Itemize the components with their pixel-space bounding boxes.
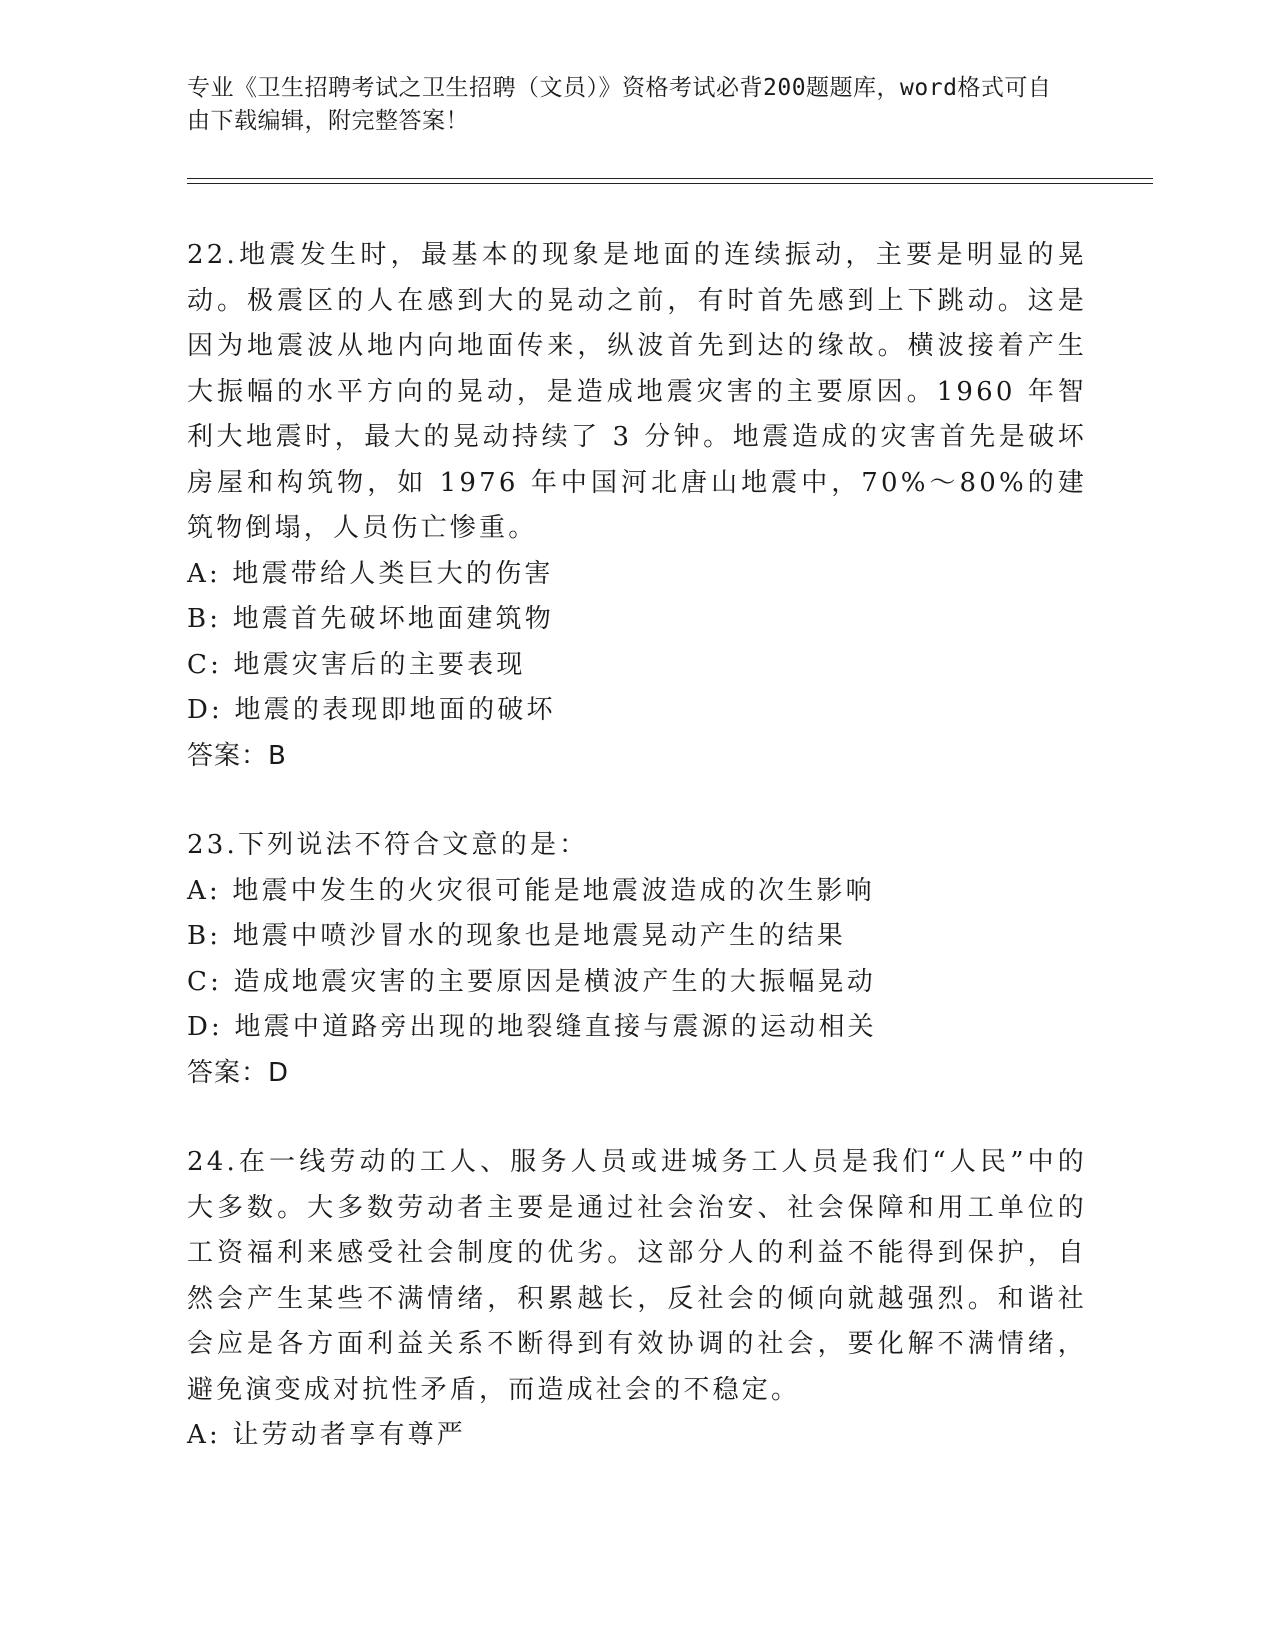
option-b: B: 地震中喷沙冒水的现象也是地震晃动产生的结果	[187, 921, 846, 951]
question-stem: 22.地震发生时，最基本的现象是地面的连续振动，主要是明显的晃动。极震区的人在感到大的晃动之前，有时首先感到上下跳动。这是因为地震波从地内向地面传来，纵波首先到达的缘故。横波接着产生大振幅的水平方向的晃动，是造成地震灾害的主要原因。1960 年智利大地震时，最大的晃动持续了 3 分钟。地震造成的灾害首先是破坏房屋和构筑物，如 1976 年中国河北唐山地震中，70%～80%的建筑物倒塌，人员伤亡惨重。	[187, 240, 1087, 543]
header-divider	[187, 178, 1153, 179]
option-c: C: 造成地震灾害的主要原因是横波产生的大振幅晃动	[187, 966, 876, 997]
option-a: A: 地震中发生的火灾很可能是地震波造成的次生影响	[187, 875, 875, 906]
question-stem: 24.在一线劳动的工人、服务人员或进城务工人员是我们“人民”中的大多数。大多数劳动者主要是通过社会治安、社会保障和用工单位的工资福利来感受社会制度的优劣。这部分人的利益不能得到保护，自然会产生某些不满情绪，积累越长，反社会的倾向就越强烈。和谐社会应是各方面利益关系不断得到有效协调的社会，要化解不满情绪，避免演变成对抗性矛盾，而造成社会的不稳定。	[187, 1147, 1087, 1405]
question-stem: 23.下列说法不符合文意的是：	[187, 830, 589, 860]
question-24	[187, 1140, 1087, 1459]
document-body	[187, 233, 1087, 1503]
document-header: 专业《卫生招聘考试之卫生招聘（文员）》资格考试必背200题题库，word格式可自由下载编辑，附完整答案！	[187, 75, 1052, 134]
answer: 答案：B	[187, 740, 287, 771]
header-divider-secondary	[187, 183, 1153, 184]
question-22	[187, 233, 1087, 779]
option-a: A: 地震带给人类巨大的伤害	[187, 558, 554, 589]
option-b: B: 地震首先破坏地面建筑物	[187, 604, 554, 634]
answer: 答案：D	[187, 1057, 290, 1088]
option-a: A: 让劳动者享有尊严	[187, 1420, 467, 1450]
option-d: D: 地震的表现即地面的破坏	[187, 695, 556, 725]
question-23	[187, 823, 1087, 1096]
option-c: C: 地震灾害后的主要表现	[187, 649, 526, 680]
option-d: D: 地震中道路旁出现的地裂缝直接与震源的运动相关	[187, 1012, 877, 1042]
